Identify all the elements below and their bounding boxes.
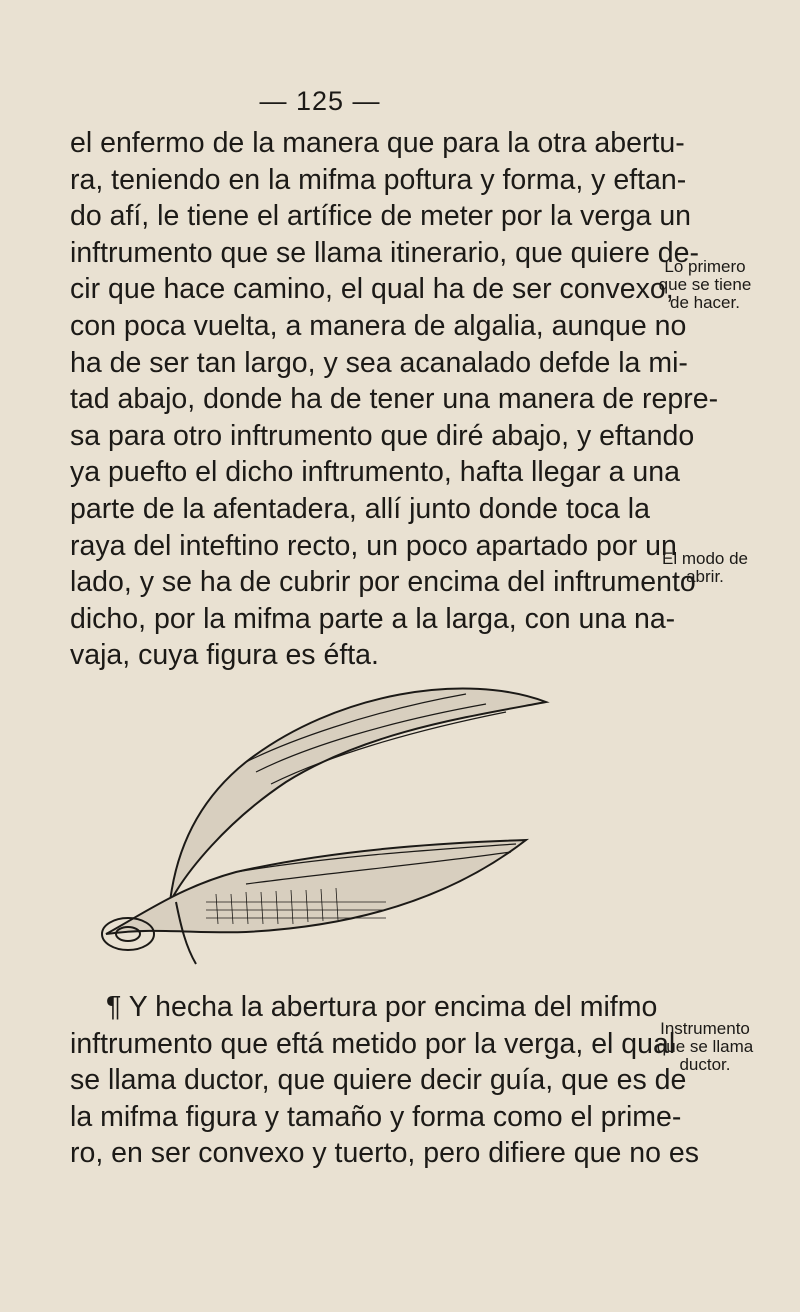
text-line: inftrumento que eftá metido por la verga, el qual <box>70 1027 676 1060</box>
text-line: raya del inteftino recto, un poco apartado por un <box>70 529 677 562</box>
margin-note-modo-de-abrir: El modo de abrir. <box>662 549 748 586</box>
paragraph-2 <box>70 989 699 1172</box>
text-line: inftrumento que se llama itinerario, que quiere de- <box>70 236 699 269</box>
text-line: con poca vuelta, a manera de algalia, aunque no <box>70 309 687 342</box>
text-line: ro, en ser convexo y tuerto, pero difiere que no es <box>70 1137 699 1170</box>
text-line: parte de la afentadera, allí junto donde toca la <box>70 492 650 525</box>
text-line: ra, teniendo en la mifma poftura y forma, y eftan- <box>70 163 687 196</box>
text-line: do afí, le tiene el artífice de meter por la verga un <box>70 200 692 233</box>
margin-note-instrumento-ductor: Instrumento que se llama ductor. <box>656 1019 754 1074</box>
text-line: ya puefto el dicho inftrumento, hafta llegar a una <box>70 456 680 489</box>
text-line: sa para otro inftrumento que diré abajo, y eftando <box>70 419 695 452</box>
text-line: tad abajo, donde ha de tener una manera de repre- <box>70 383 719 416</box>
text-line: cir que hace camino, el qual ha de ser convexo, <box>70 273 674 306</box>
text-line: lado, y se ha de cubrir por encima del inftrumento <box>70 566 696 599</box>
margin-note-primero: Lo primero que se tiene de hacer. <box>658 257 752 312</box>
text-line: vaja, cuya figura es éfta. <box>70 639 379 672</box>
text-line: dicho, por la mifma parte a la larga, con una na- <box>70 602 676 635</box>
razor-illustration <box>86 672 556 972</box>
page-number: — 125 — <box>259 86 381 116</box>
text-line: la mifma figura y tamaño y forma como el prime- <box>70 1100 682 1133</box>
text-line: se llama ductor, que quiere decir guía, que es de <box>70 1064 687 1097</box>
text-line: ¶ Y hecha la abertura por encima del mifmo <box>106 991 658 1023</box>
text-line: el enfermo de la manera que para la otra abertu- <box>70 127 685 159</box>
text-line: ha de ser tan largo, y sea acanalado defde la mi- <box>70 346 688 379</box>
